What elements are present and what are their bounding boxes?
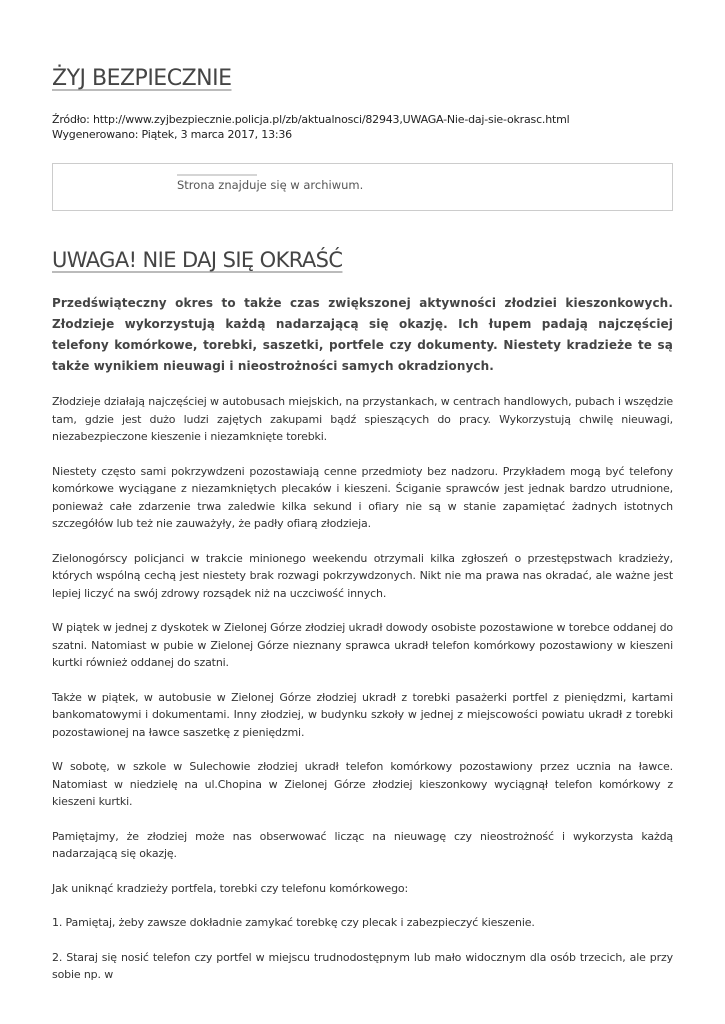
generated-line: Wygenerowano: Piątek, 3 marca 2017, 13:36 [52, 128, 292, 141]
paragraph: Zielonogórscy policjanci w trakcie minionego weekendu otrzymali kilka zgłoszeń o przestępstwach kradzieży, których wspólną cechą jest niestety brak rozwagi pokrzywdzonych. Nikt nie ma prawa nas okradać, ale ważne jest lepiej liczyć na swój zdrowy rozsądek niż na uczciwość innych. [52, 551, 673, 600]
paragraph: Złodzieje działają najczęściej w autobusach miejskich, na przystankach, w centrach handlowych, pubach i wszędzie tam, gdzie jest dużo ludzi zajętych zakupami bądź spieszących do pracy. Wykorzystują chwilę nieuwagi, niezabezpieczone kieszenie i niezamknięte torebki. [52, 395, 673, 443]
archive-notice-box [52, 163, 673, 211]
paragraph: W piątek w jednej z dyskotek w Zielonej Górze złodziej ukradł dowody osobiste pozostawione w torebce oddanej do szatni. Natomiast w pubie w Zielonej Górze nieznany sprawca ukradł telefon komórkowy pozostawiony w kieszeni kurtki również oddanej do szatni. [52, 621, 673, 669]
paragraph: Jak uniknąć kradzieży portfela, torebki czy telefonu komórkowego: [52, 881, 409, 895]
article-lead: Przedświąteczny okres to także czas zwiększonej aktywności złodziei kieszonkowych. Złodzieje wykorzystują każdą nadarzającą się okazję. Ich łupem padają najczęściej telefony komórkowe, torebki, saszetki, portfele czy dokumenty. Niestety kradzieże te są także wynikiem nieuwagi i nieostrożności samych okradzionych. [52, 296, 673, 373]
source-line: Źródło: http://www.zyjbezpiecznie.policja.pl/zb/aktualnosci/82943,UWAGA-Nie-daj-sie-okrasc.html [52, 113, 570, 126]
archive-divider [177, 174, 257, 176]
article-title: UWAGA! NIE DAJ SIĘ OKRAŚĆ [52, 248, 343, 272]
paragraph: Także w piątek, w autobusie w Zielonej Górze złodziej ukradł z torebki pasażerki portfel z pieniędzmi, kartami bankomatowymi i dokumentami. Inny złodziej, w budynku szkoły w jednej z miejscowości powiatu ukradł z torebki pozostawionej na ławce saszetkę z pieniędzmi. [52, 690, 673, 739]
site-title: ŻYJ BEZPIECZNIE [52, 66, 232, 91]
paragraph: Pamiętajmy, że złodziej może nas obserwować licząc na nieuwagę czy nieostrożność i wykorzysta każdą nadarzającą się okazję. [52, 829, 673, 860]
document-page [52, 62, 673, 1001]
document-meta [52, 112, 673, 142]
article-body [52, 393, 673, 984]
list-item: 1. Pamiętaj, żeby zawsze dokładnie zamykać torebkę czy plecak i zabezpieczyć kieszenie. [52, 916, 535, 929]
paragraph: Niestety często sami pokrzywdzeni pozostawiają cenne przedmioty bez nadzoru. Przykładem mogą być telefony komórkowe wyciągane z niezamkniętych plecaków i kieszeni. Ściganie sprawców jest jednak bardzo utrudnione, ponieważ całe zdarzenie trwa zaledwie kilka sekund i ofiary nie są w stanie zapamiętać żadnych istotnych szczegółów lub też nie zauważyły, że padły ofiarą złodzieja. [52, 464, 673, 530]
paragraph: W sobotę, w szkole w Sulechowie złodziej ukradł telefon komórkowy pozostawiony przez ucznia na ławce. Natomiast w niedzielę na ul.Chopina w Zielonej Górze złodziej kieszonkowy wyciągnął telefon komórkowy z kieszeni kurtki. [52, 760, 673, 808]
archive-notice-text: Strona znajduje się w archiwum. [177, 178, 364, 192]
list-item: 2. Staraj się nosić telefon czy portfel w miejscu trudnodostępnym lub mało widocznym dla osób trzecich, ale przy sobie np. w [52, 950, 673, 981]
